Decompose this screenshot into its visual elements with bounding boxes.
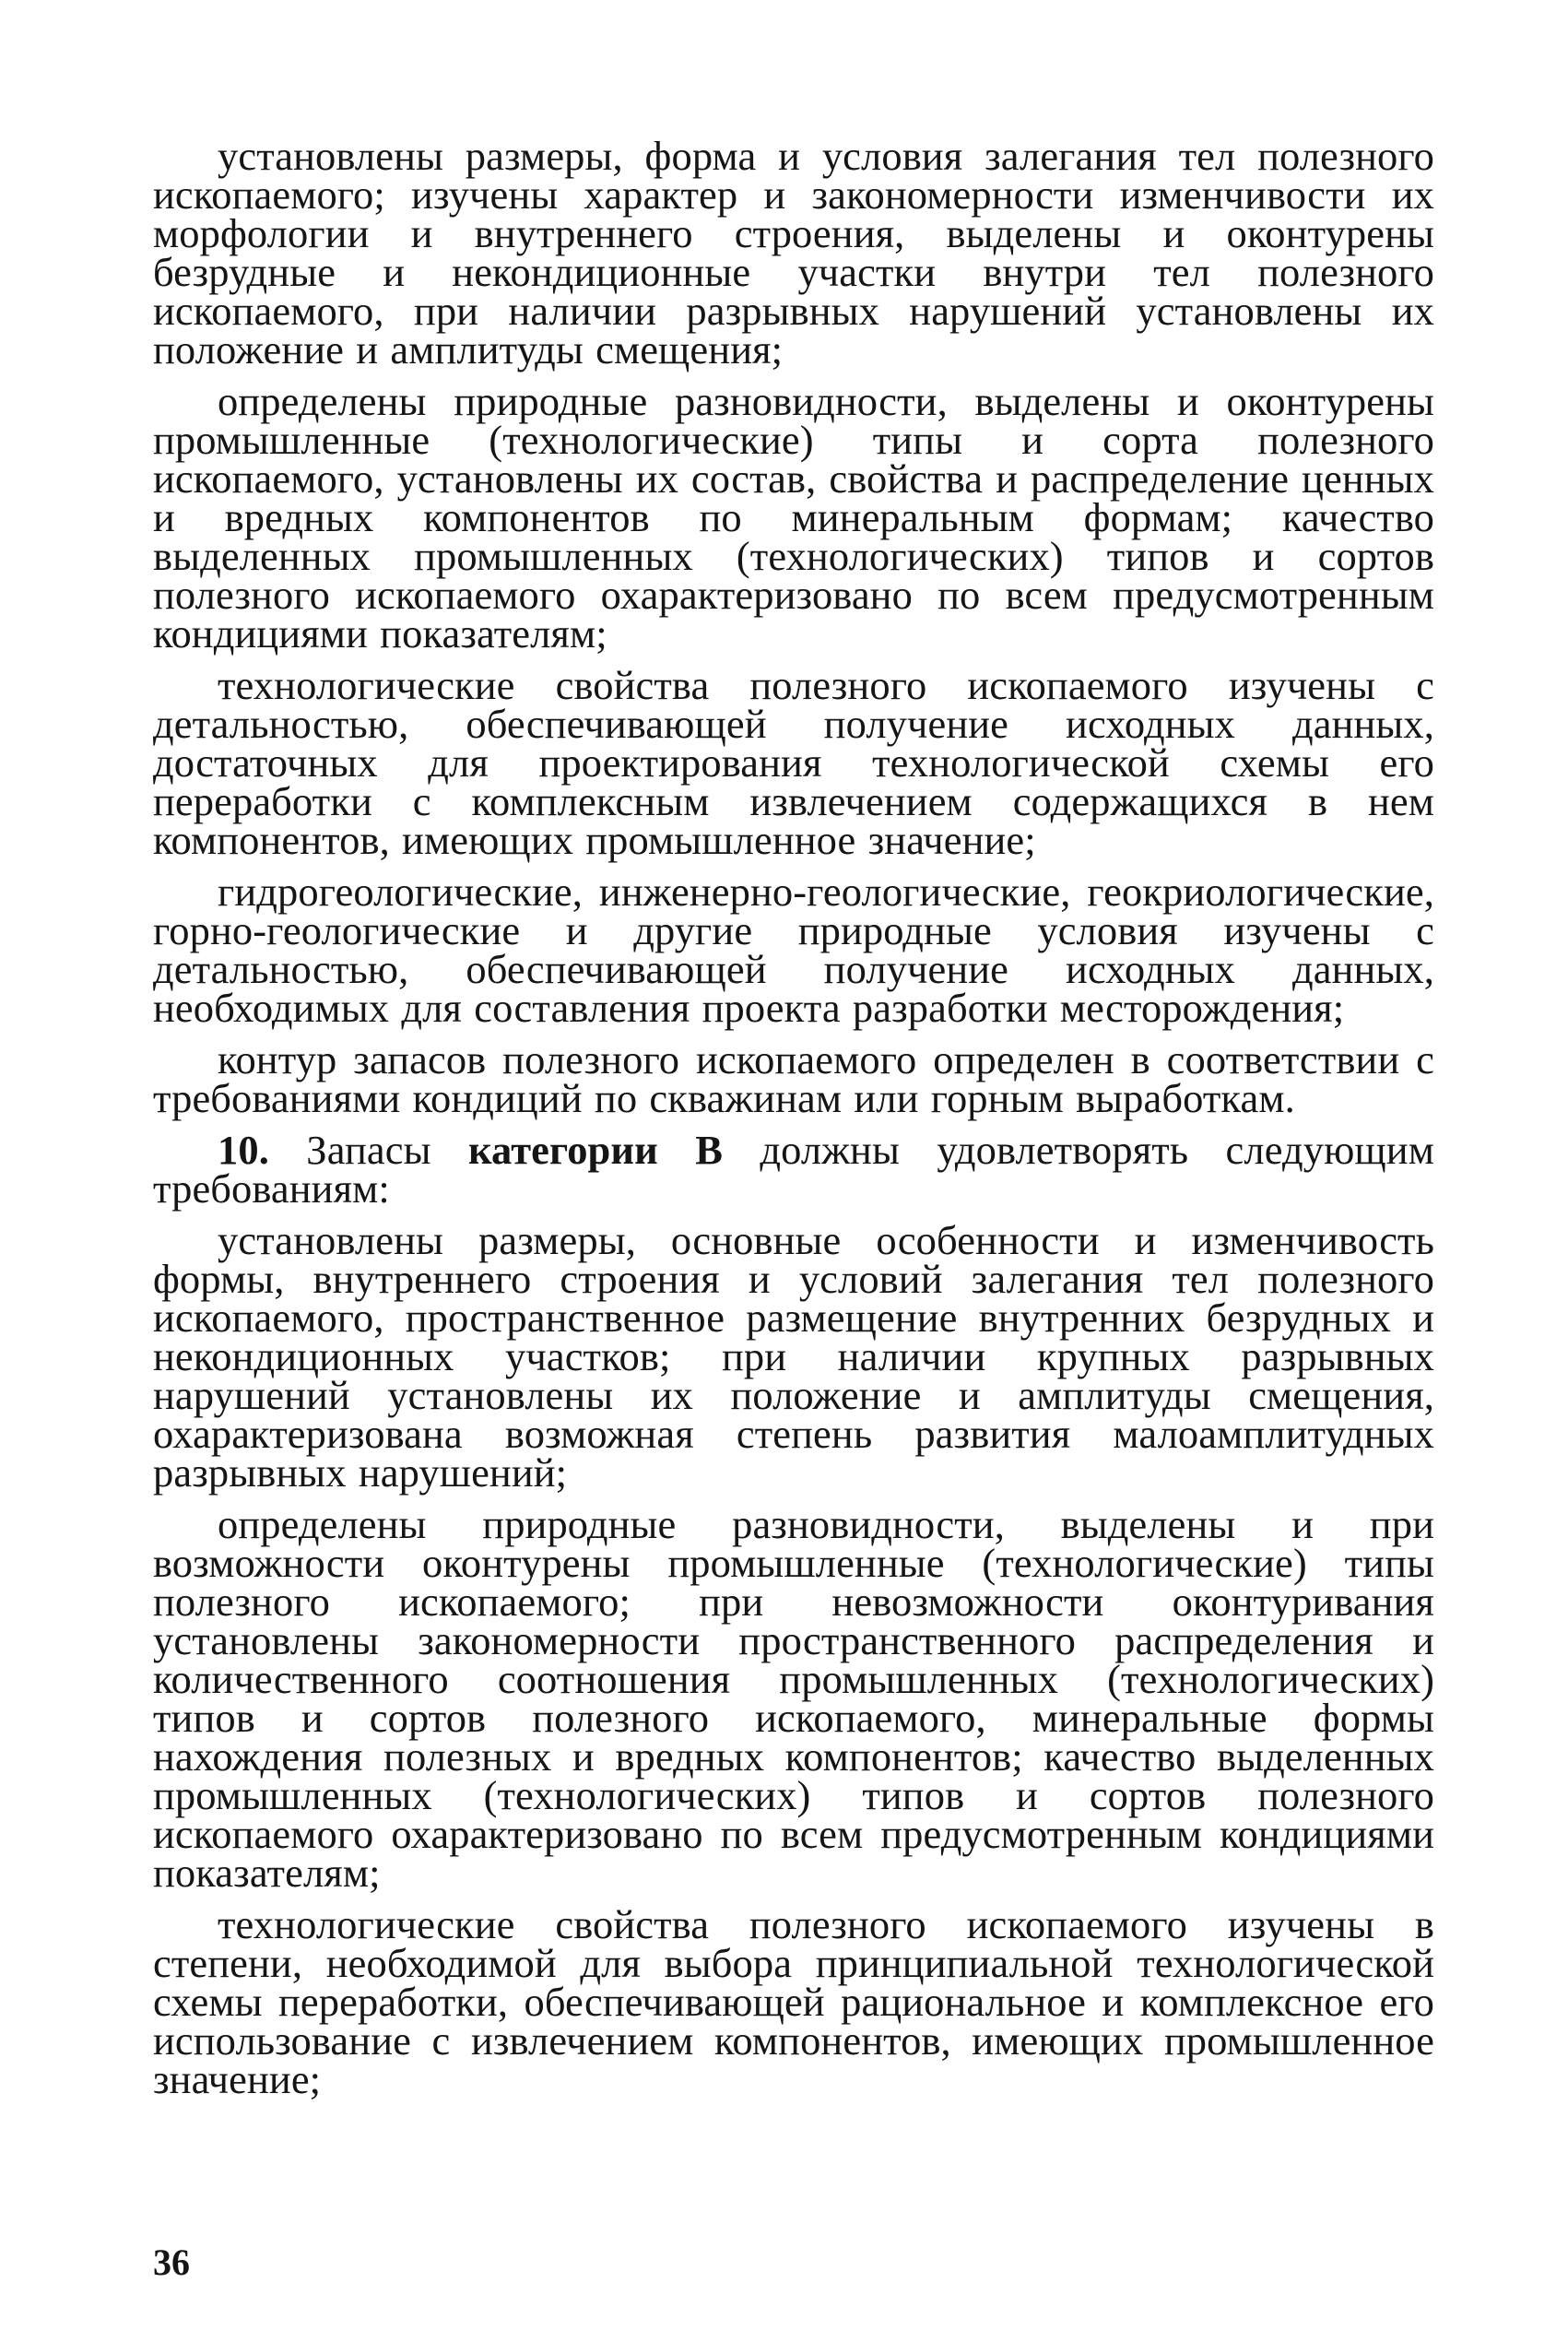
document-page	[153, 133, 1434, 2111]
section-rest: должны удовлетворять следующим требованиям:	[153, 1127, 1434, 1212]
page-number: 36	[153, 2241, 190, 2283]
paragraph: технологические свойства полезного ископаемого изучены с детальностью, обеспечивающей получение исходных данных, достаточных для проектирования технологической схемы его переработки с комплексным извлечением содержащихся в нем компонентов, имеющих промышленное значение;	[153, 662, 1434, 863]
section-category: категории B	[467, 1127, 724, 1173]
paragraph: установлены размеры, форма и условия залегания тел полезного ископаемого; изучены характер и закономерности изменчивости их морфологии и внутреннего строения, выделены и оконтурены безрудные и некондиционные участки внутри тел полезного ископаемого, при наличии разрывных нарушений установлены их положение и амплитуды смещения;	[153, 133, 1434, 373]
paragraph: определены природные разновидности, выделены и при возможности оконтурены промышленные (технологические) типы полезного ископаемого; при невозможности оконтуривания установлены закономерности пространственного распределения и количественного соотношения промышленных (технологических) типов и сортов полезного ископаемого, минеральные формы нахождения полезных и вредных компонентов; качество выделенных промышленных (технологических) типов и сортов полезного ископаемого охарактеризовано по всем предусмотренным кондициями показателям;	[153, 1501, 1434, 1896]
paragraph: гидрогеологические, инженерно-геологические, геокриологические, горно-геологические и другие природные условия изучены с детальностью, обеспечивающей получение исходных данных, необходимых для составления проекта разработки месторождения;	[153, 869, 1434, 1031]
section-number: 10.	[218, 1127, 269, 1173]
section-lead: Запасы	[306, 1127, 431, 1173]
paragraph: определены природные разновидности, выделены и оконтурены промышленные (технологические) типы и сорта полезного ископаемого, установлены их состав, свойства и распределение ценных и вредных компонентов по минеральным формам; качество выделенных промышленных (технологических) типов и сортов полезного ископаемого охарактеризовано по всем предусмотренным кондициями показателям;	[153, 378, 1434, 656]
paragraph: контур запасов полезного ископаемого определен в соответствии с требованиями кондиций по скважинам или горным выработкам.	[153, 1036, 1434, 1121]
paragraph: технологические свойства полезного ископаемого изучены в степени, необходимой для выбора принципиальной технологической схемы переработки, обеспечивающей рациональное и комплексное его использование с извлечением компонентов, имеющих промышленное значение;	[153, 1901, 1434, 2102]
section-10-paragraph	[153, 1127, 1434, 1212]
paragraph: установлены размеры, основные особенности и изменчивость формы, внутреннего строения и условий залегания тел полезного ископаемого, пространственное размещение внутренних безрудных и некондиционных участков; при наличии крупных разрывных нарушений установлены их положение и амплитуды смещения, охарактеризована возможная степень развития малоамплитудных разрывных нарушений;	[153, 1217, 1434, 1496]
